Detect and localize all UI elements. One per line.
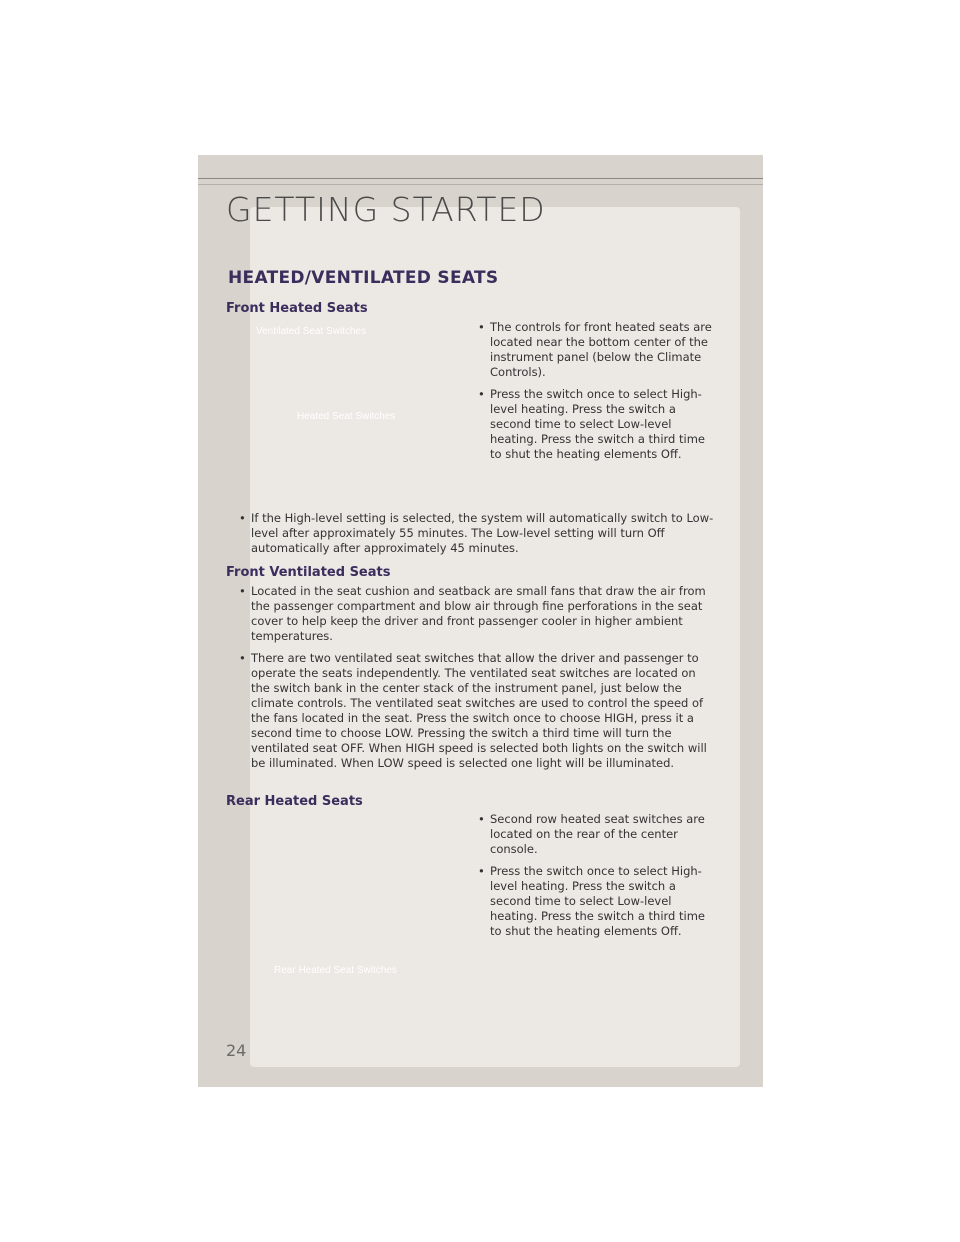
list-item: • Second row heated seat switches are located on the rear of the center console. bbox=[478, 812, 718, 857]
heated-switches-caption: Heated Seat Switches bbox=[297, 411, 396, 422]
header-rule bbox=[198, 178, 763, 179]
rear-heated-heading: Rear Heated Seats bbox=[226, 794, 363, 809]
front-heated-bullets bbox=[478, 320, 718, 469]
rear-heated-bullets bbox=[478, 812, 718, 946]
list-item: • Located in the seat cushion and seatback are small fans that draw the air from the passenger compartment and blow air through fine perforations in the seat cover to help keep the driver and front passenger cooler in higher ambient temperatures. bbox=[239, 584, 714, 644]
list-item: • There are two ventilated seat switches that allow the driver and passenger to operate the seats independently. The ventilated seat switches are located on the switch bank in the center stack of the instrument panel, just below the climate controls. The ventilated seat switches are used to control the speed of the fans located in the seat. Press the switch once to choose HIGH, press it a second time to choose LOW. Pressing the switch a third time will turn the ventilated seat OFF. When HIGH speed is selected both lights on the switch will be illuminated. When LOW speed is selected one light will be illuminated. bbox=[239, 651, 714, 771]
list-item: • The controls for front heated seats are located near the bottom center of the instrument panel (below the Climate Controls). bbox=[478, 320, 718, 380]
page-title: HEATED/VENTILATED SEATS bbox=[228, 268, 499, 288]
list-item: • If the High-level setting is selected, the system will automatically switch to Low-level after approximately 55 minutes. The Low-level setting will turn Off automatically after approximately 45 minutes. bbox=[239, 511, 714, 556]
ventilated-switches-caption: Ventilated Seat Switches bbox=[256, 326, 367, 337]
rear-switches-caption: Rear Heated Seat Switches bbox=[274, 965, 397, 976]
front-heated-timer-bullets bbox=[239, 511, 714, 563]
section-header: GETTING STARTED bbox=[226, 190, 546, 229]
list-item: • Press the switch once to select High-level heating. Press the switch a second time to select Low-level heating. Press the switch a third time to shut the heating elements Off. bbox=[478, 864, 718, 939]
front-ventilated-bullets bbox=[239, 584, 714, 778]
header-rule-secondary bbox=[198, 184, 763, 185]
front-ventilated-heading: Front Ventilated Seats bbox=[226, 565, 391, 580]
list-item: • Press the switch once to select High-level heating. Press the switch a second time to select Low-level heating. Press the switch a third time to shut the heating elements Off. bbox=[478, 387, 718, 462]
page-number: 24 bbox=[226, 1041, 247, 1060]
front-heated-heading: Front Heated Seats bbox=[226, 301, 368, 316]
